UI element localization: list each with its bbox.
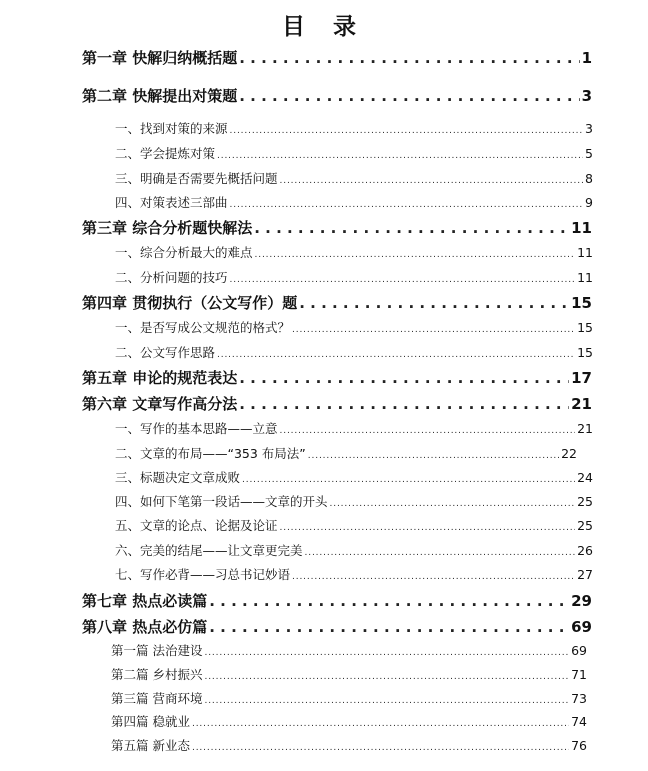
toc-entry-label: 一、写作的基本思路——立意	[115, 421, 278, 436]
toc-entry-label: 第五章 申论的规范表达	[82, 369, 238, 387]
toc-entry-label: 第五篇 新业态	[111, 738, 190, 753]
toc-section-entry[interactable]	[115, 243, 593, 263]
dot-leader	[217, 350, 575, 360]
toc-section-entry[interactable]	[111, 689, 587, 709]
toc-entry-label: 第二篇 乡村振兴	[111, 667, 203, 682]
toc-chapter-entry[interactable]	[82, 292, 592, 312]
toc-page-number: 1	[581, 49, 592, 67]
toc-entry-label: 第三章 综合分析题快解法	[82, 219, 253, 237]
toc-entry-label: 二、分析问题的技巧	[115, 270, 228, 285]
toc-title: 目 录	[281, 14, 366, 40]
dot-leader	[255, 250, 576, 260]
dot-leader	[242, 475, 575, 485]
dot-leader	[280, 176, 584, 186]
toc-entry-label: 第四章 贯彻执行（公文写作）题	[82, 294, 298, 312]
dot-leader	[230, 275, 576, 285]
toc-section-entry[interactable]	[115, 343, 593, 363]
toc-page-number: 24	[577, 470, 593, 485]
toc-section-entry[interactable]	[115, 268, 593, 288]
toc-page-number: 69	[571, 618, 592, 636]
dot-leader	[305, 548, 576, 558]
toc-entry-label: 二、学会提炼对策	[115, 146, 216, 161]
toc-page-number: 17	[571, 369, 592, 387]
toc-section-entry[interactable]	[111, 712, 587, 732]
toc-entry-label: 第二章 快解提出对策题	[82, 87, 238, 105]
toc-chapter-entry[interactable]	[82, 616, 592, 636]
toc-section-entry[interactable]	[111, 736, 587, 756]
toc-entry-label: 第七章 热点必读篇	[82, 592, 208, 610]
toc-page-number: 74	[571, 714, 587, 729]
toc-section-entry[interactable]	[115, 541, 593, 561]
toc-chapter-entry[interactable]	[82, 590, 592, 610]
toc-chapter-entry[interactable]	[82, 367, 592, 387]
toc-entry-label: 第八章 热点必仿篇	[82, 618, 208, 636]
toc-entry-label: 六、完美的结尾——让文章更完美	[115, 543, 303, 558]
toc-page-number: 15	[577, 320, 593, 335]
dot-leader	[239, 369, 569, 387]
toc-page-number: 29	[571, 592, 592, 610]
toc-page-number: 26	[577, 543, 593, 558]
toc-page-number: 15	[571, 294, 592, 312]
dot-leader	[254, 219, 569, 237]
toc-entry-label: 二、公文写作思路	[115, 345, 216, 360]
dot-leader	[280, 426, 576, 436]
toc-section-entry[interactable]	[111, 641, 587, 661]
dot-leader	[209, 618, 569, 636]
toc-page-number: 73	[571, 691, 587, 706]
toc-entry-label: 第四篇 稳就业	[111, 714, 190, 729]
toc-page-number: 8	[585, 171, 593, 186]
dot-leader	[280, 523, 576, 533]
toc-section-entry[interactable]	[115, 468, 593, 488]
toc-page-number: 3	[581, 87, 592, 105]
toc-section-entry[interactable]	[115, 318, 593, 338]
dot-leader	[299, 294, 569, 312]
toc-page-number: 5	[585, 146, 593, 161]
toc-section-entry[interactable]	[115, 419, 593, 439]
dot-leader	[230, 126, 584, 136]
toc-page-number: 3	[585, 121, 593, 136]
toc-page-number: 11	[577, 270, 593, 285]
toc-chapter-entry[interactable]	[82, 217, 592, 237]
dot-leader	[308, 451, 559, 461]
toc-chapter-entry[interactable]	[82, 85, 592, 105]
toc-chapter-entry[interactable]	[82, 393, 592, 413]
dot-leader	[292, 572, 575, 582]
toc-entry-label: 四、对策表述三部曲	[115, 195, 228, 210]
toc-chapter-entry[interactable]	[82, 47, 592, 67]
toc-page-number: 69	[571, 643, 587, 658]
toc-page-number: 11	[577, 245, 593, 260]
toc-section-entry[interactable]	[115, 492, 593, 512]
dot-leader	[192, 719, 569, 729]
toc-page-number: 25	[577, 518, 593, 533]
toc-page-number: 76	[571, 738, 587, 753]
toc-entry-label: 五、文章的论点、论据及论证	[115, 518, 278, 533]
dot-leader	[239, 395, 569, 413]
toc-entry-label: 第六章 文章写作高分法	[82, 395, 238, 413]
toc-page-number: 71	[571, 667, 587, 682]
toc-section-entry[interactable]	[115, 144, 593, 164]
toc-entry-label: 第一章 快解归纳概括题	[82, 49, 238, 67]
dot-leader	[217, 151, 583, 161]
toc-entry-label: 四、如何下笔第一段话——文章的开头	[115, 494, 328, 509]
toc-page-number: 21	[577, 421, 593, 436]
dot-leader	[292, 325, 575, 335]
toc-page-number: 25	[577, 494, 593, 509]
toc-section-entry[interactable]	[115, 516, 593, 536]
toc-section-entry[interactable]	[115, 565, 593, 585]
toc-entry-label: 三、标题决定文章成败	[115, 470, 241, 485]
toc-page-number: 9	[585, 195, 593, 210]
dot-leader	[239, 87, 579, 105]
toc-page-number: 11	[571, 219, 592, 237]
toc-entry-label: 一、是否写成公文规范的格式？	[115, 320, 291, 335]
toc-entry-label: 三、明确是否需要先概括问题	[115, 171, 278, 186]
toc-page-number: 21	[571, 395, 592, 413]
dot-leader	[239, 49, 579, 67]
toc-entry-label: 第三篇 营商环境	[111, 691, 203, 706]
toc-page-number: 22	[561, 446, 577, 461]
toc-entry-label: 一、综合分析最大的难点	[115, 245, 253, 260]
dot-leader	[230, 200, 584, 210]
toc-entry-label: 七、写作必背——习总书记妙语	[115, 567, 291, 582]
dot-leader	[204, 696, 569, 706]
toc-entry-label: 第一篇 法治建设	[111, 643, 203, 658]
dot-leader	[204, 648, 569, 658]
toc-section-entry[interactable]	[115, 119, 593, 139]
dot-leader	[330, 499, 576, 509]
dot-leader	[209, 592, 569, 610]
dot-leader	[192, 743, 569, 753]
toc-section-entry[interactable]	[115, 169, 593, 189]
toc-page-number: 15	[577, 345, 593, 360]
toc-entry-label: 二、文章的布局——“353 布局法”	[115, 446, 306, 461]
toc-section-entry[interactable]	[115, 193, 593, 213]
toc-section-entry[interactable]	[111, 665, 587, 685]
toc-entry-label: 一、找到对策的来源	[115, 121, 228, 136]
dot-leader	[204, 672, 569, 682]
toc-page-number: 27	[577, 567, 593, 582]
toc-section-entry[interactable]	[115, 444, 577, 464]
